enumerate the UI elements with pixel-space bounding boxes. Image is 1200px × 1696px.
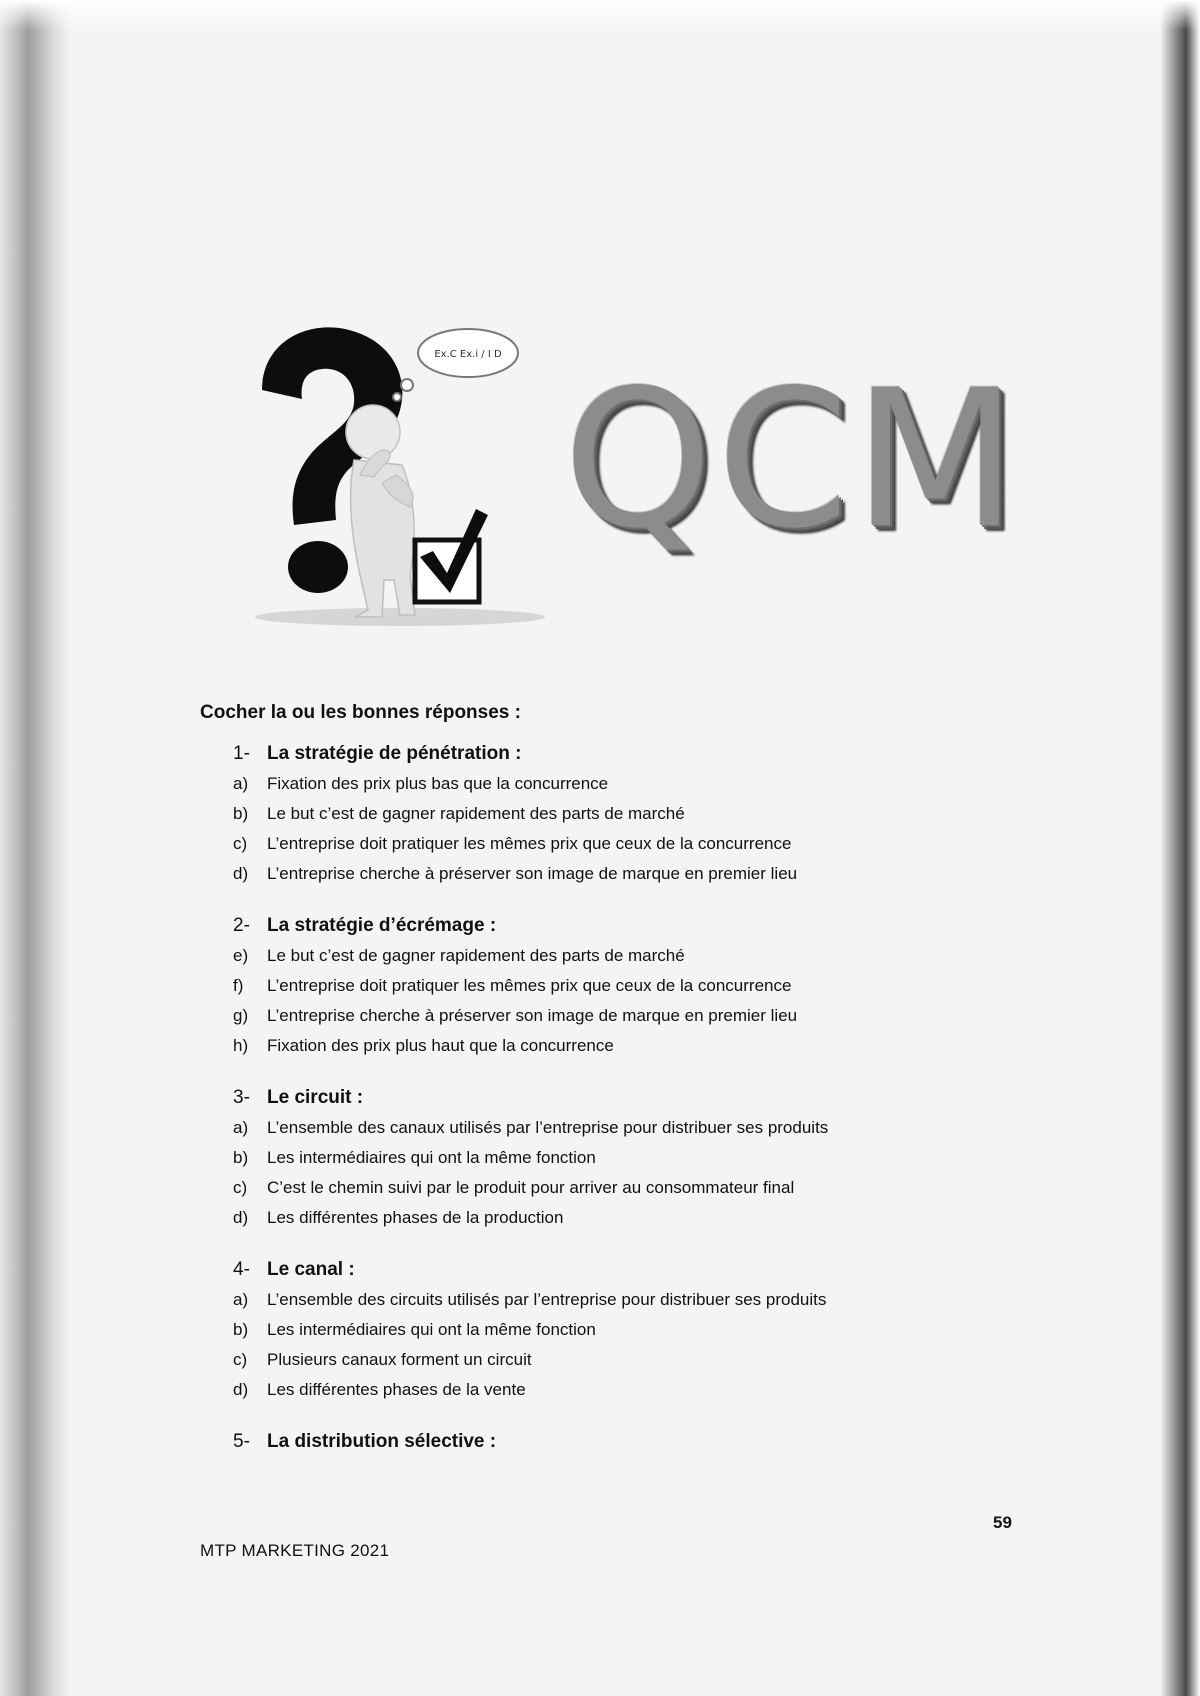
option-item[interactable]: [233, 1345, 1080, 1375]
option-letter: d): [233, 1208, 249, 1227]
option-item[interactable]: [233, 859, 1080, 889]
option-item[interactable]: [233, 1375, 1080, 1405]
option-letter: g): [233, 1006, 249, 1025]
thought-bubble-formula: Ex.C Ex.i / I D: [434, 349, 502, 360]
option-list: [233, 1285, 1080, 1405]
option-text: Le but c’est de gagner rapidement des parts de marché: [267, 946, 685, 965]
option-letter: d): [233, 864, 249, 883]
question-2: [233, 915, 1080, 1061]
option-letter: a): [233, 774, 249, 793]
option-item[interactable]: [233, 1285, 1080, 1315]
option-text: Fixation des prix plus bas que la concurrence: [267, 774, 609, 793]
question-title: [233, 915, 1080, 937]
option-item[interactable]: [233, 1143, 1080, 1173]
question-number: 1-: [233, 743, 250, 764]
qcm-hero-illustration: [250, 325, 1022, 635]
option-text: L’ensemble des canaux utilisés par l’entreprise pour distribuer ses produits: [267, 1118, 829, 1137]
scan-shadow-top: [0, 0, 1200, 30]
option-letter: b): [233, 1320, 249, 1339]
option-letter: a): [233, 1290, 249, 1309]
option-letter: e): [233, 946, 249, 965]
option-item[interactable]: [233, 1001, 1080, 1031]
option-item[interactable]: [233, 1031, 1080, 1061]
option-text: L’entreprise doit pratiquer les mêmes prix que ceux de la concurrence: [267, 834, 792, 853]
option-letter: a): [233, 1118, 249, 1137]
option-letter: c): [233, 834, 248, 853]
thought-dot-small: [393, 393, 401, 401]
option-text: L’ensemble des circuits utilisés par l’entreprise pour distribuer ses produits: [267, 1290, 827, 1309]
option-text: Les différentes phases de la production: [267, 1208, 564, 1227]
option-item[interactable]: [233, 1113, 1080, 1143]
option-letter: b): [233, 1148, 249, 1167]
option-text: L’entreprise doit pratiquer les mêmes prix que ceux de la concurrence: [267, 976, 792, 995]
option-item[interactable]: [233, 769, 1080, 799]
question-title: [233, 1431, 1080, 1453]
thinking-person-figure: [346, 405, 415, 617]
option-text: L’entreprise cherche à préserver son image de marque en premier lieu: [267, 1006, 798, 1025]
quiz-content: [200, 702, 1080, 1479]
option-item[interactable]: [233, 941, 1080, 971]
question-text: Le canal :: [267, 1259, 355, 1280]
qcm-title: QCM: [563, 349, 1022, 570]
scan-shadow-left: [0, 0, 70, 1696]
question-text: La distribution sélective :: [267, 1431, 497, 1452]
question-number: 2-: [233, 915, 250, 936]
option-text: Les intermédiaires qui ont la même fonction: [267, 1148, 596, 1167]
option-text: Plusieurs canaux forment un circuit: [267, 1350, 532, 1369]
option-text: Le but c’est de gagner rapidement des parts de marché: [267, 804, 685, 823]
question-title: [233, 1259, 1080, 1281]
question-mark-dot: [288, 541, 348, 593]
footer-label: MTP MARKETING 2021: [200, 1541, 390, 1560]
question-text: La stratégie de pénétration :: [267, 743, 522, 764]
question-text: Le circuit :: [267, 1087, 364, 1108]
scan-shadow-right: [1160, 0, 1200, 1696]
option-text: Les intermédiaires qui ont la même fonction: [267, 1320, 596, 1339]
question-title: [233, 1087, 1080, 1109]
question-5: [233, 1431, 1080, 1453]
option-item[interactable]: [233, 1203, 1080, 1233]
option-letter: c): [233, 1350, 248, 1369]
thought-dot-medium: [401, 379, 413, 391]
option-list: [233, 941, 1080, 1061]
page-number: 59: [993, 1513, 1012, 1532]
question-text: La stratégie d’écrémage :: [267, 915, 497, 936]
option-letter: c): [233, 1178, 248, 1197]
option-item[interactable]: [233, 1315, 1080, 1345]
option-text: Fixation des prix plus haut que la concurrence: [267, 1036, 614, 1055]
option-list: [233, 1113, 1080, 1233]
question-1: [233, 743, 1080, 889]
option-item[interactable]: [233, 829, 1080, 859]
option-item[interactable]: [233, 971, 1080, 1001]
option-text: Les différentes phases de la vente: [267, 1380, 526, 1399]
option-item[interactable]: [233, 799, 1080, 829]
option-letter: d): [233, 1380, 249, 1399]
question-3: [233, 1087, 1080, 1233]
question-number: 5-: [233, 1431, 250, 1452]
question-title: [233, 743, 1080, 765]
option-text: C’est le chemin suivi par le produit pour arriver au consommateur final: [267, 1178, 795, 1197]
option-letter: h): [233, 1036, 249, 1055]
option-letter: f): [233, 976, 244, 995]
option-item[interactable]: [233, 1173, 1080, 1203]
question-number: 3-: [233, 1087, 250, 1108]
option-list: [233, 769, 1080, 889]
question-number: 4-: [233, 1259, 250, 1280]
option-text: L’entreprise cherche à préserver son image de marque en premier lieu: [267, 864, 798, 883]
option-letter: b): [233, 804, 249, 823]
question-4: [233, 1259, 1080, 1405]
instruction-text: Cocher la ou les bonnes réponses :: [200, 702, 521, 723]
